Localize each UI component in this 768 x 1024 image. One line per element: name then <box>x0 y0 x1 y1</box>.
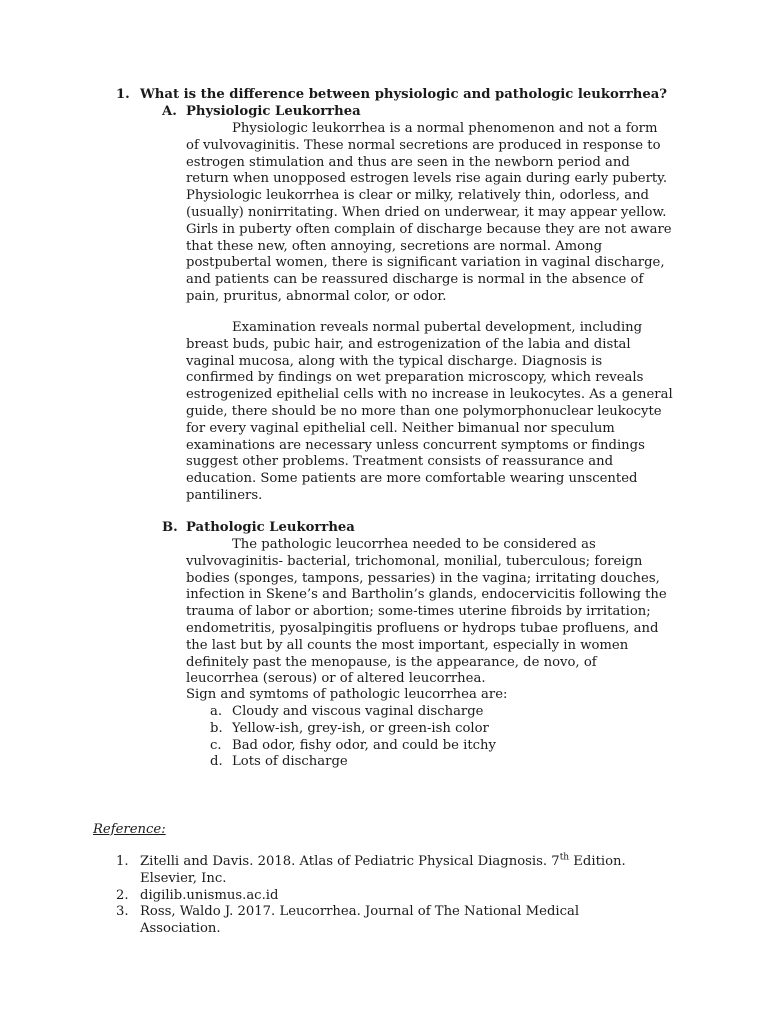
section-b-body <box>186 537 673 688</box>
question-text: What is the difference between physiologic and pathologic leukorrhea? <box>140 87 667 102</box>
section-b-paragraph-1: The pathologic leucorrhea needed to be considered as vulvovaginitis- bacterial, trichomonal, monilial, tuberculous; foreign bodies (sponges, tampons, pessaries) in the vagina; irritating douches, infection in Skene’s and Bartholin’s glands, endocervicitis following the trauma of labor or abortion; some-times uterine fibroids by irritation; endometritis, pyosalpingitis profluens or hydrops tubae profluens, and the last but by all counts the most important, especially in women definitely past the menopause, is the appearance, de novo, of leucorrhea (serous) or of altered leucorrhea. <box>186 537 667 687</box>
section-a-heading <box>162 104 361 121</box>
section-a-paragraph-2: Examination reveals normal pubertal development, including breast buds, pubic hair, and estrogenization of the labia and distal vaginal mucosa, along with the typical discharge. Diagnosis is confirmed by findings on wet preparation microscopy, which reveals estrogenized epithelial cells with no increase in leukocytes. As a general guide, there should be no more than one polymorphonuclear leukocyte for every vaginal epithelial cell. Neither bimanual nor speculum examinations are necessary unless concurrent symptoms or findings suggest other problems. Treatment consists of reassurance and education. Some patients are more comfortable wearing unscented pantiliners. <box>186 320 673 503</box>
section-b-letter: B. <box>162 520 178 535</box>
list-item: c. Bad odor, fishy odor, and could be itchy <box>210 737 496 753</box>
list-item: a. Cloudy and viscous vaginal discharge <box>210 704 484 719</box>
section-b-title: Pathologic Leukorrhea <box>186 520 355 535</box>
question-number: 1. <box>116 87 130 102</box>
list-item: d. Lots of discharge <box>210 754 348 770</box>
section-a-letter: A. <box>162 104 177 119</box>
section-a-body-2 <box>186 320 673 505</box>
reference-heading: Reference: <box>93 822 166 837</box>
section-a-body <box>186 121 673 306</box>
signs-intro: Sign and symtoms of pathologic leucorrhea are: <box>186 687 508 702</box>
signs-intro-block <box>186 687 673 704</box>
reference-item: 3. Ross, Waldo J. 2017. Leucorrhea. Journal of The National Medical Association. <box>116 904 580 937</box>
reference-item: 2. digilib.unismus.ac.id <box>116 887 279 903</box>
signs-list <box>210 704 496 771</box>
section-b-heading <box>162 520 355 537</box>
section-a-paragraph-1: Physiologic leukorrhea is a normal phenomenon and not a form of vulvovaginitis. These normal secretions are produced in response to estrogen stimulation and thus are seen in the newborn period and return when unopposed estrogen levels rise again during early puberty. Physiologic leukorrhea is clear or milky, relatively thin, odorless, and (usually) nonirritating. When dried on underwear, it may appear yellow. Girls in puberty often complain of discharge because they are not aware that these new, often annoying, secretions are normal. Among postpubertal women, there is significant variation in vaginal discharge, and patients can be reassured discharge is normal in the absence of pain, pruritus, abnormal color, or odor. <box>186 121 672 304</box>
reference-list <box>116 854 656 938</box>
reference-item: 1. Zitelli and Davis. 2018. Atlas of Pediatric Physical Diagnosis. 7th Edition. Elsevier, Inc. <box>116 852 626 886</box>
section-a-title: Physiologic Leukorrhea <box>186 104 361 119</box>
list-item: b. Yellow-ish, grey-ish, or green-ish color <box>210 720 489 736</box>
question-heading <box>116 87 667 104</box>
